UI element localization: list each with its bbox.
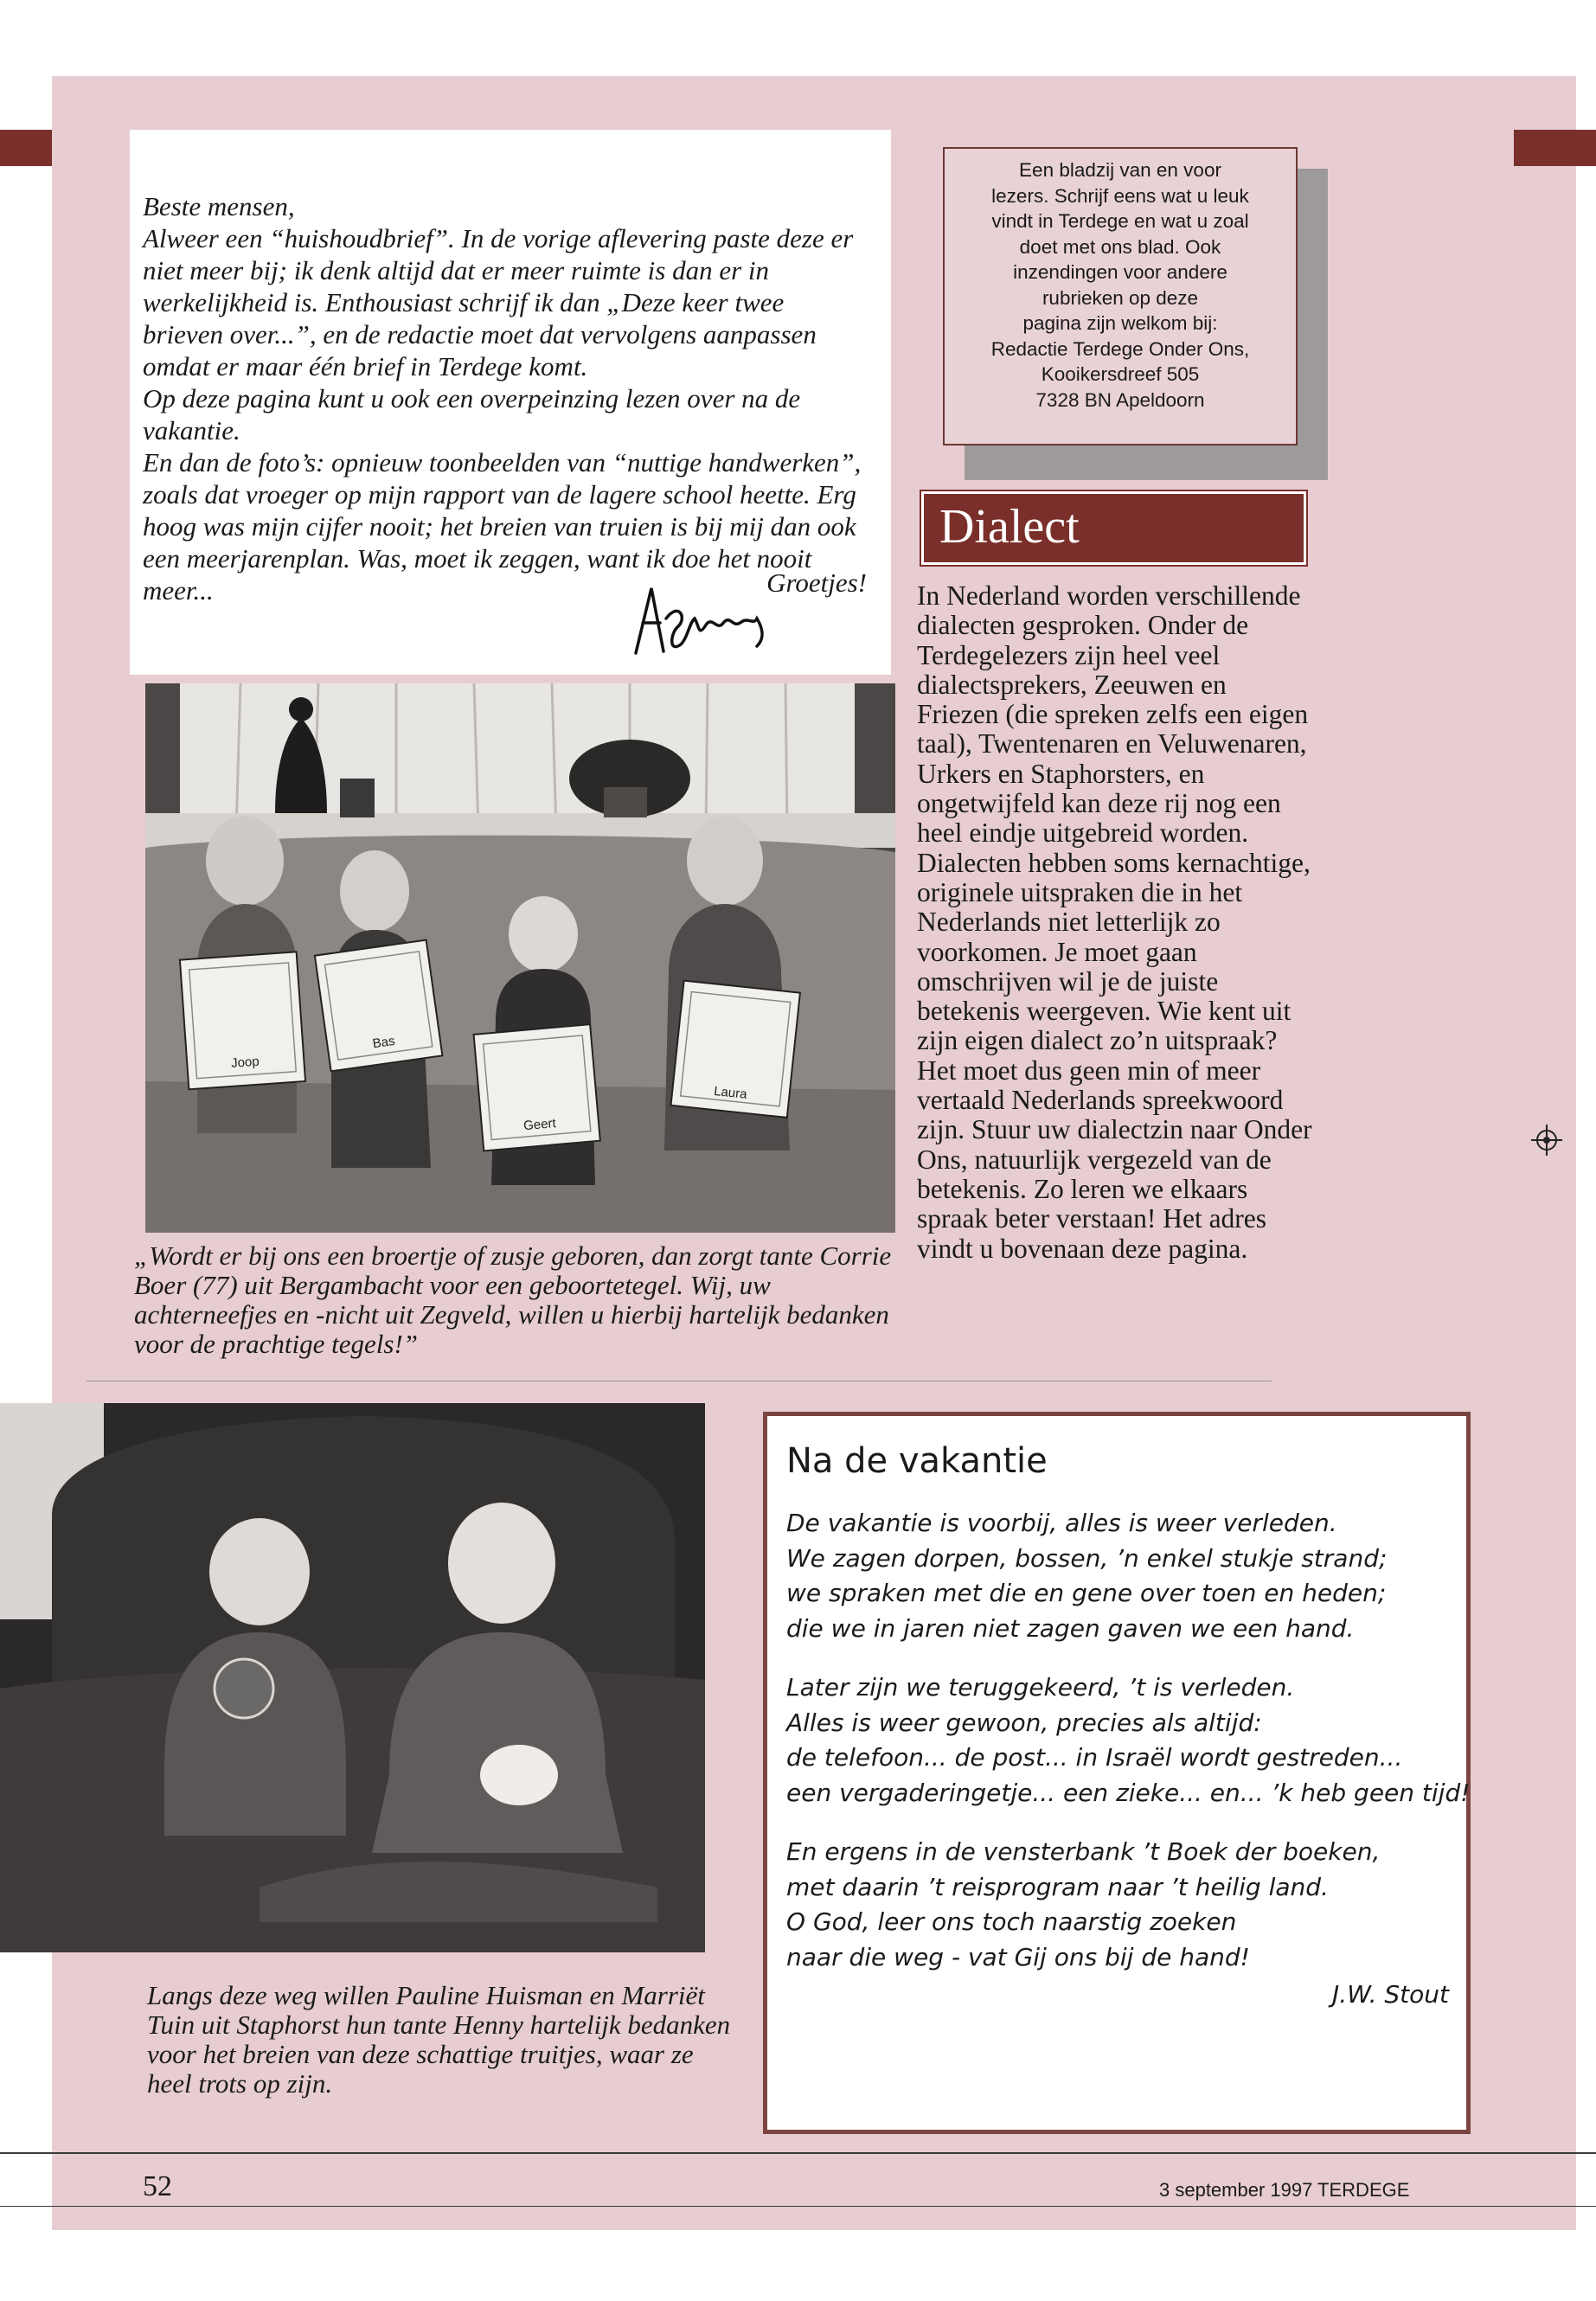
info-line: lezers. Schrijf eens wat u leuk (991, 184, 1249, 207)
poem-stanza-1 (786, 1506, 1449, 1646)
letter-paragraph-1: Alweer een “huishoudbrief”. In de vorige aflevering paste deze er niet meer bij; ik denk altijd dat er meer ruimte is dan er in werkelijkheid is. Enthousiast schrijf ik dan „Deze keer twee brieven over...”, en de redactie moet dat vervolgens aanpassen omdat er maar één brief in Terdege komt. (143, 223, 854, 381)
registration-mark-icon (1529, 1123, 1564, 1157)
editor-letter (130, 130, 891, 675)
info-line: doet met ons blad. Ook (1019, 235, 1221, 258)
poem-line: De vakantie is voorbij, alles is weer verleden. (786, 1509, 1337, 1537)
info-line: pagina zijn welkom bij: (1022, 312, 1218, 334)
tile-label-2: Bas (371, 1033, 396, 1052)
poem-line: de telefoon... de post... in Israël wordt gestreden... (786, 1743, 1403, 1772)
poem-line: naar die weg - vat Gij ons bij de hand! (786, 1942, 1250, 1971)
poem-line: Alles is weer gewoon, precies als altijd: (786, 1708, 1262, 1737)
signature (627, 584, 800, 662)
info-line: Kooikersdreef 505 (1041, 363, 1200, 385)
tile-label-1: Joop (230, 1054, 260, 1071)
page-number: 52 (143, 2170, 172, 2202)
dialect-body (917, 581, 1315, 1264)
signature-text: Agnes (627, 584, 630, 585)
letter-paragraph-2: Op deze pagina kunt u ook een overpeinzing lezen over na de vakantie. (143, 383, 801, 445)
poem-line: En ergens in de vensterbank ’t Boek der boeken, (786, 1837, 1381, 1866)
info-line: vindt in Terdege en wat u zoal (991, 210, 1249, 232)
toddlers-photo (0, 1403, 705, 1952)
left-color-tab (0, 130, 52, 166)
info-line: rubrieken op deze (1042, 286, 1199, 309)
dialect-heading: Dialect (921, 491, 1306, 565)
letter-salutation: Beste mensen, (143, 191, 295, 221)
info-line: inzendingen voor andere (1013, 261, 1227, 283)
poem-title: Na de vakantie (786, 1441, 1048, 1481)
letter-closing: Groetjes! (766, 567, 867, 598)
poem-line: we spraken met die en gene over toen en heden; (786, 1579, 1387, 1607)
footer-rule-bottom (0, 2206, 1596, 2207)
poem-line: We zagen dorpen, bossen, ’n enkel stukje strand; (786, 1543, 1388, 1573)
poem-line: O God, leer ons toch naarstig zoeken (786, 1907, 1237, 1936)
letter-paragraph-3: En dan de foto’s: opnieuw toonbeelden van “nuttige handwerken”, zoals dat vroeger op mijn rapport van de lagere school heette. Erg hoog was mijn cijfer nooit; het breien van truien is bij mij dan ook een meerjarenplan. Was, moet ik zeggen, want ik doe het nooit meer... (143, 447, 862, 606)
poem-line: een vergaderingetje... een zieke... en... ’k heb geen tijd! (786, 1778, 1471, 1807)
info-box (943, 147, 1298, 445)
poem-box (763, 1412, 1471, 2134)
children-photo-caption: „Wordt er bij ons een broertje of zusje geboren, dan zorgt tante Corrie Boer (77) uit Bergambacht voor een geboortetegel. Wij, uw achterneefjes en -nicht uit Zegveld, willen u hierbij hartelijk bedanken voor de prachtige tegels!” (134, 1240, 892, 1359)
info-line: Een bladzij van en voor (1019, 159, 1221, 181)
dialect-paragraph-2: Dialecten hebben soms kernachtige, originele uitspraken die in het Nederlands niet letterlijk zo voorkomen. Je moet gaan omschrijven wil je de juiste betekenis weergeven. Wie kent uit zijn eigen dialect zo’n uitspraak? Het moet dus geen min of meer vertaald Nederlands spreekwoord zijn. Stuur uw dialectzin naar Onder Ons, natuurlijk vergezeld van de betekenis. Zo leren we elkaars spraak beter verstaan! Het adres vindt u bovenaan deze pagina. (917, 847, 1312, 1264)
poem-line: die we in jaren niet zagen gaven we een hand. (786, 1613, 1355, 1643)
right-color-tab (1514, 130, 1596, 166)
poem-line: met daarin ’t reisprogram naar ’t heilig land. (786, 1872, 1329, 1901)
toddlers-photo-caption: Langs deze weg willen Pauline Huisman en Marriët Tuin uit Staphorst hun tante Henny hartelijk bedanken voor het breien van deze schattige truitjes, waar ze heel trots op zijn. (147, 1980, 731, 2099)
footer-rule-top (0, 2152, 1596, 2154)
poem-line: Later zijn we teruggekeerd, ’t is verleden. (786, 1673, 1295, 1702)
tile-label-4: Laura (713, 1083, 748, 1102)
info-line: Redactie Terdege Onder Ons, (990, 337, 1250, 360)
poem-stanza-2 (786, 1670, 1471, 1811)
poem-author: J.W. Stout (1332, 1980, 1449, 2009)
tile-label-3: Geert (522, 1116, 557, 1134)
poem-stanza-3 (786, 1835, 1449, 1975)
info-line: 7328 BN Apeldoorn (1035, 388, 1205, 411)
children-photo (145, 683, 895, 1233)
footer-publication: 3 september 1997 TERDEGE (1159, 2179, 1410, 2201)
dialect-paragraph-1: In Nederland worden verschillende dialecten gesproken. Onder de Terdegelezers zijn heel veel dialectsprekers, Zeeuwen en Friezen (die spreken zelfs een eigen taal), Twentenaren en Veluwenaren, Urkers en Staphorsters, en ongetwijfeld kan deze rij nog een heel eindje uitgebreid worden. (917, 580, 1309, 849)
